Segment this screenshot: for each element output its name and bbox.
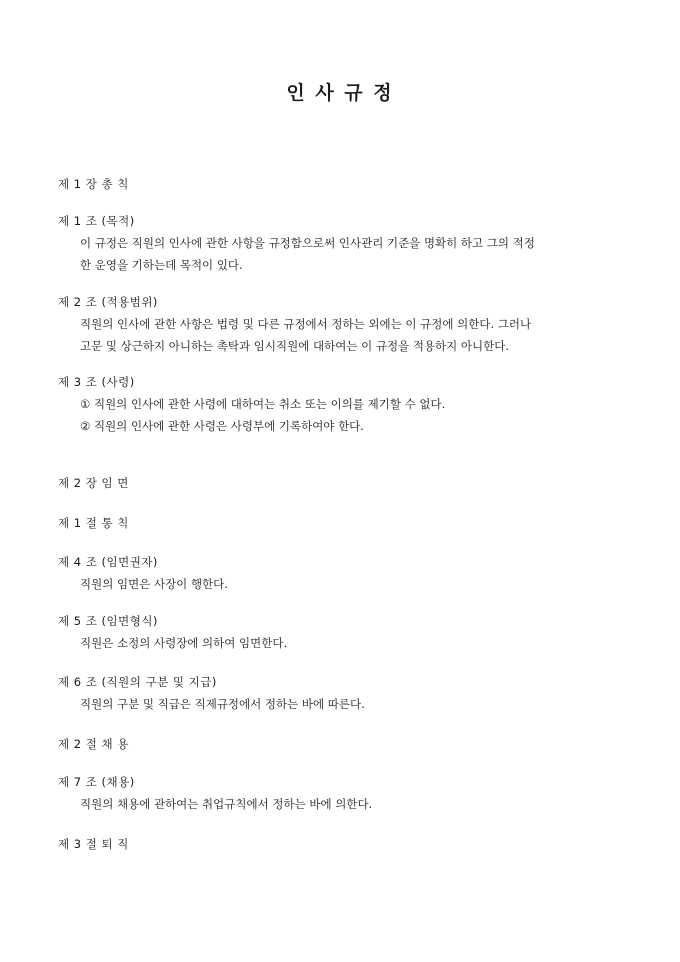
document-title: 인 사 규 정	[286, 82, 394, 104]
article-5	[58, 613, 638, 654]
chapter-1-heading-block	[58, 176, 638, 192]
section-1-heading-block	[58, 515, 638, 531]
article-heading: 제 7 조 (채용)	[58, 775, 135, 789]
article-6	[58, 674, 638, 715]
article-heading: 제 5 조 (임면형식)	[58, 614, 158, 628]
article-text-line: 직원의 임면은 사장이 행한다.	[80, 577, 228, 591]
article-text-line: 직원의 인사에 관한 사항은 법령 및 다른 규정에서 정하는 외에는 이 규정에 의한다. 그러나	[80, 317, 532, 331]
article-heading: 제 1 조 (목적)	[58, 214, 135, 228]
section-heading: 제 2 절 채 용	[58, 737, 129, 751]
section-2-heading-block	[58, 736, 638, 752]
article-text-line: 한 운영을 기하는데 목적이 있다.	[80, 258, 243, 272]
article-heading: 제 6 조 (직원의 구분 및 지급)	[58, 675, 217, 689]
section-heading: 제 1 절 통 칙	[58, 516, 129, 530]
chapter-2-heading-block	[58, 475, 638, 491]
article-1	[58, 213, 638, 276]
article-text-line: 직원은 소정의 사령장에 의하여 임면한다.	[80, 636, 288, 650]
article-text-line: ② 직원의 인사에 관한 사령은 사령부에 기록하여야 한다.	[80, 419, 364, 433]
chapter-heading: 제 2 장 임 면	[58, 476, 129, 490]
section-heading: 제 3 절 퇴 직	[58, 837, 129, 851]
article-text-line: ① 직원의 인사에 관한 사령에 대하여는 취소 또는 이의를 제기할 수 없다.	[80, 397, 446, 411]
section-3-heading-block	[58, 836, 638, 852]
article-text-line: 직원의 채용에 관하여는 취업규칙에서 정하는 바에 의한다.	[80, 797, 373, 811]
article-heading: 제 3 조 (사령)	[58, 375, 135, 389]
article-4	[58, 554, 638, 595]
article-7	[58, 774, 638, 815]
article-heading: 제 2 조 (적용범위)	[58, 295, 158, 309]
article-heading: 제 4 조 (임면권자)	[58, 555, 158, 569]
article-text-line: 직원의 구분 및 직급은 직제규정에서 정하는 바에 따른다.	[80, 697, 365, 711]
article-2	[58, 294, 638, 357]
chapter-heading: 제 1 장 총 칙	[58, 177, 129, 191]
article-text-line: 고문 및 상근하지 아니하는 촉탁과 임시직원에 대하여는 이 규정을 적용하지 아니한다.	[80, 339, 510, 353]
article-3	[58, 374, 638, 437]
article-text-line: 이 규정은 직원의 인사에 관한 사항을 규정함으로써 인사관리 기준을 명확히 하고 그의 적정	[80, 236, 535, 250]
